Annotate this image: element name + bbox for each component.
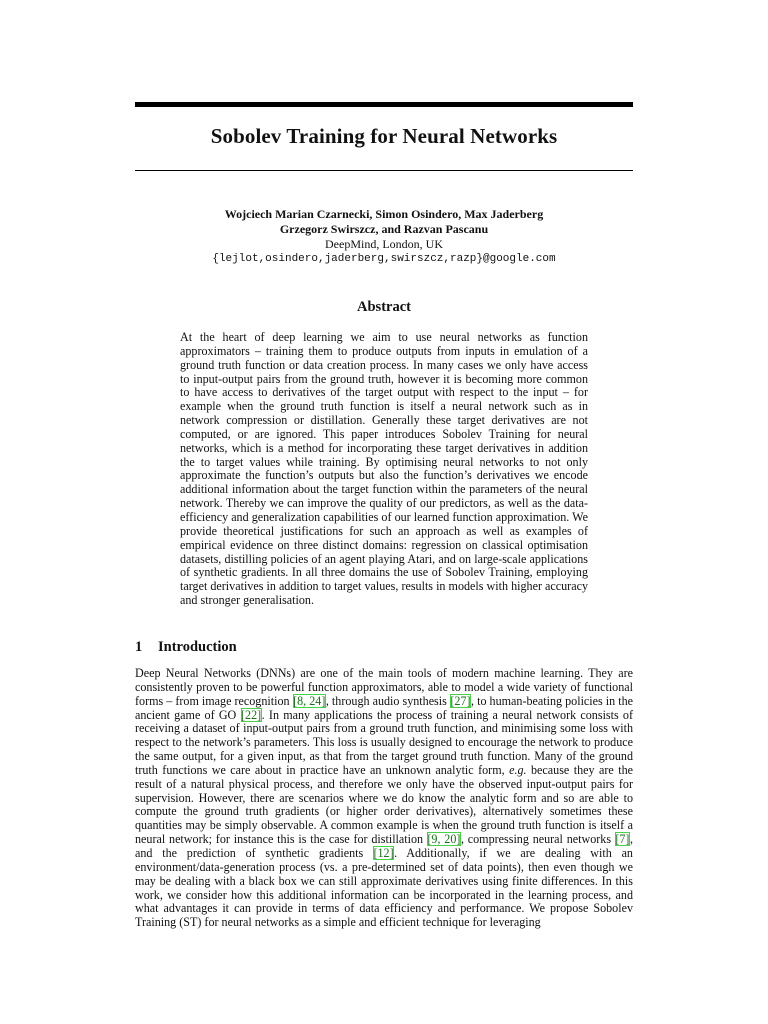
author-names-line1: Wojciech Marian Czarnecki, Simon Osindero, Max Jaderberg (224, 207, 544, 221)
intro-text: because they are the result of a natural physical process, and therefore we only have the observed input-output pairs for supervision. However, there are scenarios where we do know the analytic form and so are able to compute the ground truth gradients (or higher order derivatives), alternatively sometimes these quantities may be simply observable. A common example is when the ground truth function is itself a neural network; for instance this is the case for distillation (135, 762, 633, 847)
intro-text: . Additionally, if we are dealing with an environment/data-generation process (vs. a pre-determined set of data points), then even though we may be dealing with a black box we can still approximate derivatives using finite differences. In this work, we consider how this additional information can be incorporated in the learning process, and what advantages it can provide in terms of data efficiency and performance. We propose Sobolev Training (ST) for neural networks as a simple and efficient technique for leveraging (135, 845, 633, 930)
citation-link[interactable]: [8, 24] (293, 693, 326, 708)
author-affiliation: DeepMind, London, UK (325, 237, 443, 251)
introduction-paragraph (135, 667, 633, 930)
intro-text: . In many applications the process of training a neural network consists of receiving a dataset of input-output pairs from a ground truth function, and minimising some loss with respect to the network’s parameters. This loss is usually designed to encourage the network to produce the same output, for a given input, as that from the target ground truth function. Many of the ground truth functions we care about in practice have an unknown analytic form, (135, 707, 633, 777)
citation-link[interactable]: [22] (241, 707, 262, 722)
citation-link[interactable]: [9, 20] (427, 832, 461, 847)
section-number: 1 (135, 639, 143, 655)
paper-title: Sobolev Training for Neural Networks (210, 124, 558, 148)
author-block (135, 207, 633, 267)
intro-text: Deep Neural Networks (DNNs) are one of the main tools of modern machine learning. They are consistently proven to be powerful function approximators, able to model a wide variety of functional forms – from image recognition (135, 666, 633, 708)
citation-link[interactable]: [7] (615, 832, 630, 847)
intro-text: , compressing neural networks (460, 832, 615, 847)
author-names-line2: Grzegorz Swirszcz, and Razvan Pascanu (279, 222, 489, 236)
citation-link[interactable]: [27] (450, 693, 471, 708)
title-bottom-rule (135, 170, 633, 171)
intro-text: , to human-beating policies in the ancient game of GO (135, 693, 633, 722)
section-title: Introduction (158, 639, 237, 655)
intro-emphasis: e.g. (509, 762, 527, 777)
abstract-heading: Abstract (357, 299, 411, 315)
abstract-text: At the heart of deep learning we aim to use neural networks as function approximators – training them to produce outputs from inputs in emulation of a ground truth function or data creation process. In many cases we only have access to input-output pairs from the ground truth, however it is becoming more common to have access to derivatives of the target output with respect to the input – for example when the ground truth function is itself a neural network such as in network compression or distillation. Generally these target derivatives are not computed, or are ignored. This paper introduces Sobolev Training for neural networks, which is a method for incorporating these target derivatives in addition the to target values while training. By optimising neural networks to not only approximate the function’s outputs but also the function’s derivatives we encode additional information about the target function within the parameters of the neural network. Thereby we can improve the quality of our predictors, as well as the data-efficiency and generalization capabilities of our learned function approximation. We provide theoretical justifications for such an approach as well as examples of empirical evidence on three distinct domains: regression on classical optimisation datasets, distilling policies of an agent playing Atari, and on large-scale applications of synthetic gradients. In all three domains the use of Sobolev Training, employing target derivatives in addition to target values, results in models with higher accuracy and stronger generalisation. (180, 330, 588, 608)
section-heading-introduction (135, 639, 633, 656)
author-email: {lejlot,osindero,jaderberg,swirszcz,razp}@google.com (212, 253, 556, 265)
intro-text: , through audio synthesis (325, 693, 450, 708)
title-top-rule (135, 102, 633, 107)
intro-text: , and the prediction of synthetic gradients (135, 832, 633, 860)
citation-link[interactable]: [12] (373, 845, 394, 860)
